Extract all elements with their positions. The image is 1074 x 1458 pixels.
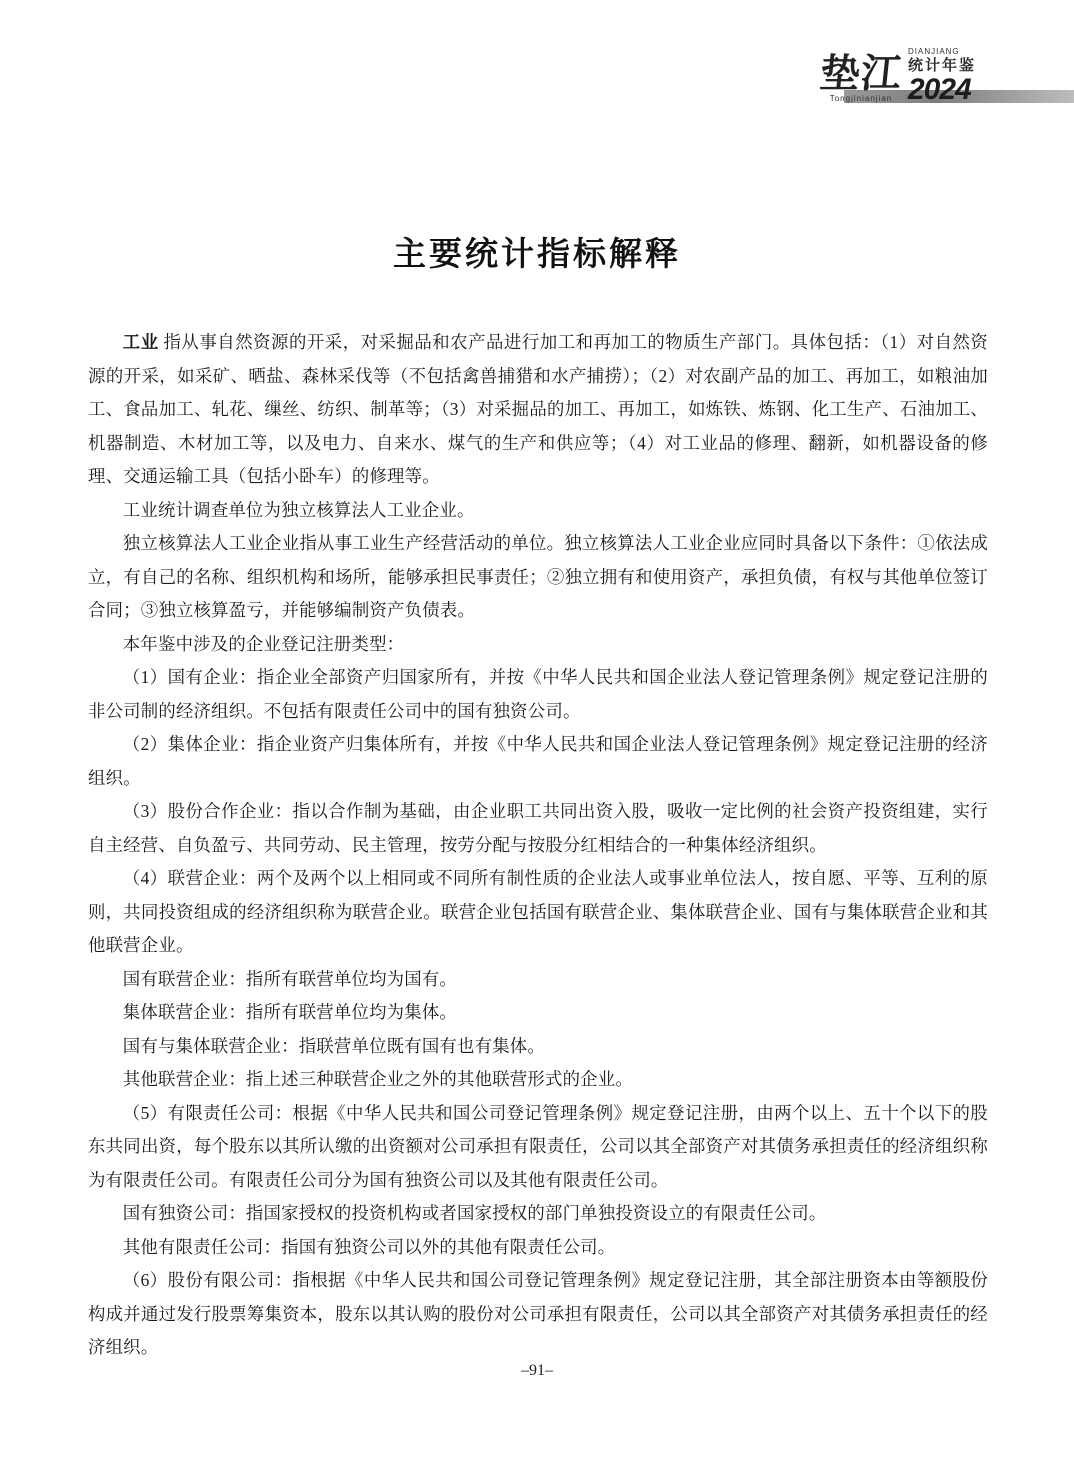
logo-pinyin-top: DIANJIANG bbox=[907, 47, 960, 56]
paragraph: （6）股份有限公司：指根据《中华人民共和国公司登记管理条例》规定登记注册，其全部注册资本由等额股份构成并通过发行股票筹集资本，股东以其认购的股份对公司承担有限责任，公司以其全部资产对其债务承担责任的经济组织。 bbox=[88, 1270, 988, 1357]
term-label: 工业 bbox=[122, 332, 159, 352]
logo-chinese-name: 垫江 bbox=[817, 51, 905, 96]
logo-year: 2024 bbox=[907, 73, 971, 106]
paragraph: 集体联营企业：指所有联营单位均为集体。 bbox=[122, 1002, 458, 1022]
paragraph: （4）联营企业：两个及两个以上相同或不同所有制性质的企业法人或事业单位法人，按自愿、平等、互利的原则，共同投资组成的经济组织称为联营企业。联营企业包括国有联营企业、集体联营企业、国有与集体联营企业和其他联营企业。 bbox=[88, 868, 988, 955]
paragraph bbox=[88, 326, 988, 494]
paragraph: 其他联营企业：指上述三种联营企业之外的其他联营形式的企业。 bbox=[122, 1069, 633, 1089]
paragraph: （3）股份合作企业：指以合作制为基础，由企业职工共同出资入股，吸收一定比例的社会资产投资组建，实行自主经营、自负盈亏、共同劳动、民主管理，按劳分配与按股分红相结合的一种集体经济组织。 bbox=[88, 801, 988, 855]
logo-pinyin-bottom: Tongjinianjian bbox=[829, 94, 893, 103]
paragraph: 国有联营企业：指所有联营单位均为国有。 bbox=[122, 968, 458, 989]
paragraph: 国有与集体联营企业：指联营单位既有国有也有集体。 bbox=[122, 1035, 545, 1056]
document-body bbox=[88, 326, 988, 1365]
paragraph: （1）国有企业：指企业全部资产归国家所有，并按《中华人民共和国企业法人登记管理条例》规定登记注册的非公司制的经济组织。不包括有限责任公司中的国有独资公司。 bbox=[88, 667, 988, 721]
paragraph: 本年鉴中涉及的企业登记注册类型： bbox=[122, 633, 405, 654]
paragraph: 独立核算法人工业企业指从事工业生产经营活动的单位。独立核算法人工业企业应同时具备以下条件：①依法成立，有自己的名称、组织机构和场所，能够承担民事责任；②独立拥有和使用资产，承担负债，有权与其他单位签订合同；③独立核算盈亏，并能够编制资产负债表。 bbox=[88, 533, 988, 620]
paragraph: 工业统计调查单位为独立核算法人工业企业。 bbox=[122, 499, 475, 520]
paragraph-text: 指从事自然资源的开采，对采掘品和农产品进行加工和再加工的物质生产部门。具体包括：（1）对自然资源的开采，如采矿、晒盐、森林采伐等（不包括禽兽捕猎和水产捕捞）；（2）对农副产品的加工、再加工，如粮油加工、食品加工、轧花、缫丝、纺织、制革等；（3）对采掘品的加工、再加工，如炼铁、炼钢、化工生产、石油加工、机器制造、木材加工等，以及电力、自来水、煤气的生产和供应等；（4）对工业品的修理、翻新，如机器设备的修理、交通运输工具（包括小卧车）的修理等。 bbox=[88, 332, 988, 486]
page-header bbox=[654, 48, 1074, 120]
page-title: 主要统计指标解释 bbox=[393, 235, 681, 272]
paragraph: （5）有限责任公司：根据《中华人民共和国公司登记管理条例》规定登记注册，由两个以上、五十个以下的股东共同出资，每个股东以其所认缴的出资额对公司承担有限责任，公司以其全部资产对其债务承担责任的经济组织称为有限责任公司。有限责任公司分为国有独资公司以及其他有限责任公司。 bbox=[88, 1102, 988, 1190]
yearbook-logo bbox=[817, 47, 976, 106]
paragraph: 国有独资公司：指国家授权的投资机构或者国家授权的部门单独投资设立的有限责任公司。 bbox=[122, 1203, 827, 1223]
logo-subtitle: 统计年鉴 bbox=[907, 57, 976, 74]
page-number: –91– bbox=[521, 1362, 553, 1379]
paragraph: 其他有限责任公司：指国有独资公司以外的其他有限责任公司。 bbox=[122, 1236, 616, 1257]
paragraph: （2）集体企业：指企业资产归集体所有，并按《中华人民共和国企业法人登记管理条例》规定登记注册的经济组织。 bbox=[88, 734, 988, 788]
